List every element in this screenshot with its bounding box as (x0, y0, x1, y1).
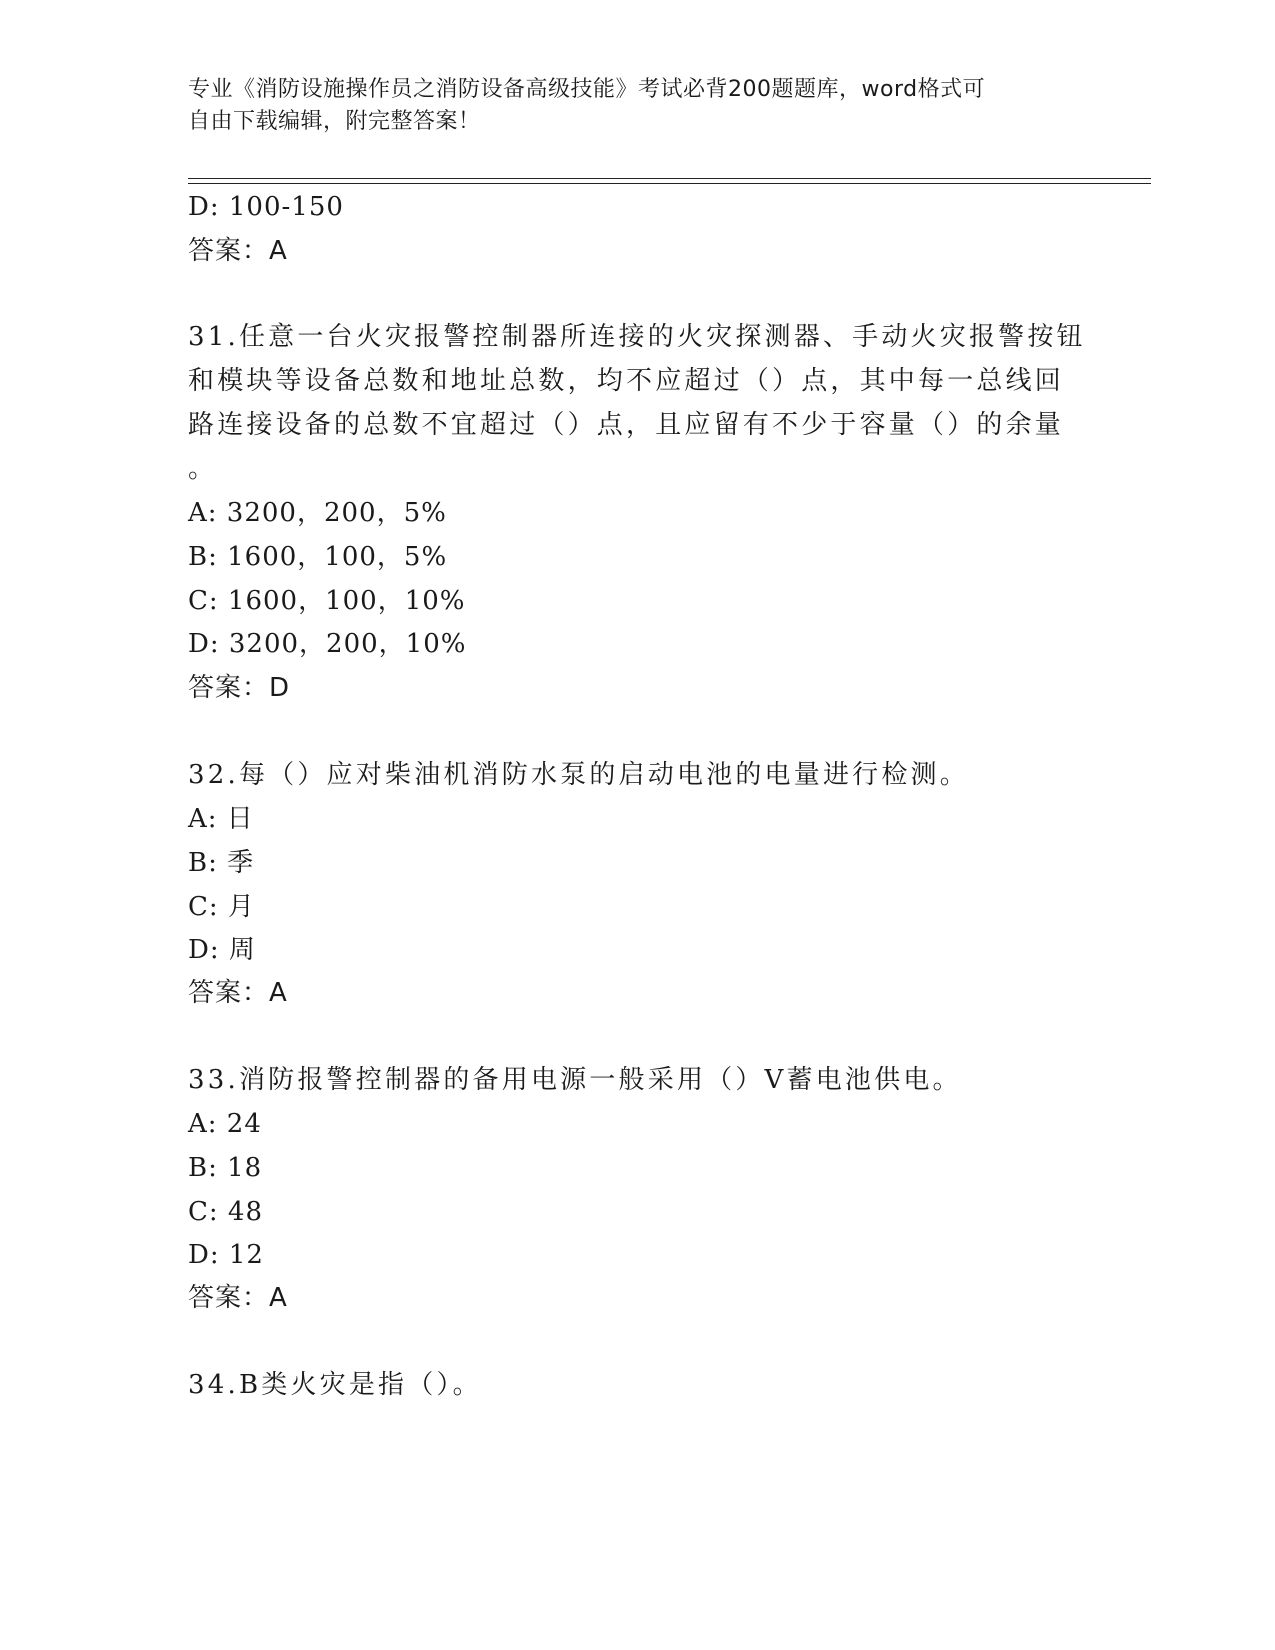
q32-answer: 答案：A (188, 978, 288, 1008)
q31-text-line-4: 。 (188, 454, 216, 484)
q31-option-c: C: 1600，100，10% (188, 586, 466, 616)
q31-answer: 答案：D (188, 673, 291, 703)
q33-text-line-1: 33.消防报警控制器的备用电源一般采用（）V蓄电池供电。 (188, 1065, 962, 1095)
page-header (188, 74, 1088, 138)
q33-answer: 答案：A (188, 1283, 288, 1313)
q31-text-line-3: 路连接设备的总数不宜超过（）点，且应留有不少于容量（）的余量 (188, 410, 1065, 440)
header-divider-bottom (188, 183, 1151, 184)
header-divider-top (188, 178, 1151, 179)
prev-answer: 答案：A (188, 236, 288, 266)
prev-option-d: D: 100-150 (188, 192, 344, 222)
q32-option-b: B: 季 (188, 848, 255, 878)
q31-option-d: D: 3200，200，10% (188, 629, 467, 659)
q31-text-line-1: 31.任意一台火灾报警控制器所连接的火灾探测器、手动火灾报警按钮 (188, 322, 1086, 352)
q32-option-c: C: 月 (188, 892, 255, 922)
q32-option-d: D: 周 (188, 935, 256, 965)
q33-option-a: A: 24 (188, 1109, 262, 1139)
q32-option-a: A: 日 (188, 804, 254, 834)
q32-text-line-1: 32.每（）应对柴油机消防水泵的启动电池的电量进行检测。 (188, 760, 969, 790)
q33-option-d: D: 12 (188, 1240, 264, 1270)
q31-option-b: B: 1600，100，5% (188, 542, 448, 572)
q34-text-line-1: 34.B类火灾是指（）。 (188, 1370, 482, 1400)
q31-text-line-2: 和模块等设备总数和地址总数，均不应超过（）点，其中每一总线回 (188, 366, 1065, 396)
q33-option-b: B: 18 (188, 1153, 263, 1183)
header-line-2: 自由下载编辑，附完整答案！ (188, 109, 481, 134)
header-line-1: 专业《消防设施操作员之消防设备高级技能》考试必背200题题库，word格式可 (188, 77, 986, 102)
q31-option-a: A: 3200，200，5% (188, 498, 447, 528)
q33-option-c: C: 48 (188, 1197, 264, 1227)
